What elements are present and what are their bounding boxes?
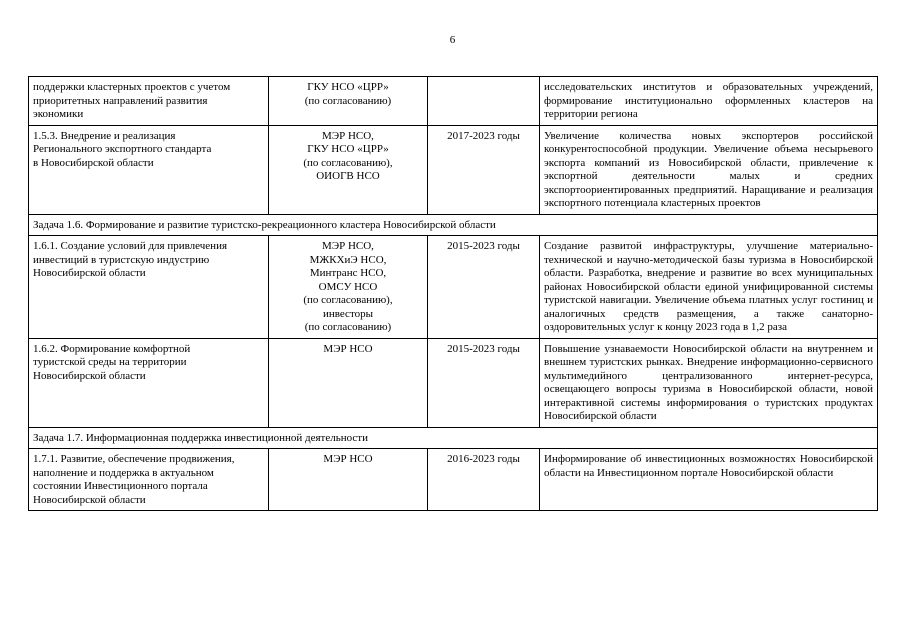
period-cell: 2015-2023 годы bbox=[428, 338, 540, 427]
task-row bbox=[29, 427, 878, 449]
measure-cell-line: наполнение и поддержка в актуальном bbox=[33, 466, 214, 479]
executors-cell-line: инвесторы bbox=[323, 307, 373, 320]
task-heading: Задача 1.7. Информационная поддержка инвестиционной деятельности bbox=[29, 427, 878, 449]
table-row bbox=[29, 77, 878, 126]
executors-cell-line: МЭР НСО, bbox=[322, 129, 374, 142]
executors-cell-line: ГКУ НСО «ЦРР» bbox=[307, 143, 389, 155]
page-number: 6 bbox=[449, 34, 456, 46]
measures-table bbox=[28, 76, 878, 511]
executors-cell-line: ОИОГВ НСО bbox=[316, 170, 380, 182]
measure-cell-line: 1.5.3. Внедрение и реализация bbox=[33, 129, 176, 142]
measure-cell bbox=[29, 338, 269, 427]
executors-cell-line: Минтранс НСО, bbox=[309, 267, 387, 279]
result-cell: Увеличение количества новых экспортеров российской конкурентоспособной продукции. Увеличение объема несырьевого экспорта компаний из Новосибирской области, привлечение к экспортной деятельности малых и средних экспортоориентированных предприятий. Наращивание и реализация экспортного потенциала кластерных проектов bbox=[540, 125, 878, 214]
measure-cell-line: приоритетных направлений развития bbox=[33, 94, 208, 107]
executors-cell-line: (по согласованию) bbox=[304, 94, 392, 107]
period-cell: 2015-2023 годы bbox=[428, 236, 540, 339]
executors-cell bbox=[269, 338, 428, 427]
measure-cell-line: инвестиций в туристскую индустрию bbox=[33, 253, 210, 266]
measure-cell-line: состоянии Инвестиционного портала bbox=[33, 480, 208, 492]
executors-cell-line: ОМСУ НСО bbox=[318, 280, 378, 293]
measure-cell-line: Регионального экспортного стандарта bbox=[33, 143, 212, 155]
executors-cell-line: МЭР НСО bbox=[323, 342, 373, 355]
executors-cell-line: МЭР НСО, bbox=[322, 240, 374, 252]
executors-cell-line: ГКУ НСО «ЦРР» bbox=[307, 81, 389, 93]
table-row bbox=[29, 449, 878, 511]
measure-cell-line: 1.6.2. Формирование комфортной bbox=[33, 342, 191, 355]
result-cell: Повышение узнаваемости Новосибирской области на внутреннем и внешнем туристских рынках. Внедрение информационно-сервисного мультимедийного централизованного интернет-ресурса, освещающего вопросы туризма в Новосибирской области, новой интерактивной системы информирования о туристских продуктах Новосибирской области bbox=[540, 338, 878, 427]
table-body bbox=[29, 77, 878, 511]
measure-cell bbox=[29, 77, 269, 126]
executors-cell-line: (по согласованию), bbox=[303, 156, 393, 169]
period-cell: 2017-2023 годы bbox=[428, 125, 540, 214]
table-row bbox=[29, 236, 878, 339]
result-cell: исследовательских институтов и образовательных учреждений, формирование институционально оформленных кластеров на территории региона bbox=[540, 77, 878, 126]
measure-cell-line: Новосибирской области bbox=[33, 493, 146, 506]
executors-cell bbox=[269, 449, 428, 511]
executors-cell bbox=[269, 125, 428, 214]
executors-cell-line: МЖКХиЭ НСО, bbox=[309, 253, 387, 266]
period-cell: 2016-2023 годы bbox=[428, 449, 540, 511]
executors-cell bbox=[269, 77, 428, 126]
executors-cell-line: (по согласованию), bbox=[303, 294, 393, 306]
measure-cell-line: поддержки кластерных проектов с учетом bbox=[33, 81, 231, 93]
measure-cell bbox=[29, 236, 269, 339]
executors-cell-line: МЭР НСО bbox=[323, 453, 373, 465]
period-cell bbox=[428, 77, 540, 126]
measure-cell-line: 1.7.1. Развитие, обеспечение продвижения, bbox=[33, 453, 235, 465]
result-cell: Информирование об инвестиционных возможностях Новосибирской области на Инвестиционном портале Новосибирской области bbox=[540, 449, 878, 511]
measure-cell-line: Новосибирской области bbox=[33, 267, 146, 279]
measure-cell-line: туристской среды на территории bbox=[33, 356, 187, 368]
table-row bbox=[29, 338, 878, 427]
table-row bbox=[29, 125, 878, 214]
measure-cell-line: экономики bbox=[33, 108, 84, 120]
measure-cell-line: Новосибирской области bbox=[33, 369, 146, 382]
task-row bbox=[29, 214, 878, 236]
measure-cell-line: в Новосибирской области bbox=[33, 156, 154, 169]
executors-cell bbox=[269, 236, 428, 339]
measure-cell bbox=[29, 125, 269, 214]
result-cell: Создание развитой инфраструктуры, улучшение материально-технической и научно-методической базы туризма в Новосибирской области. Разработка, внедрение и развитие во всех муниципальных районах Новосибирской области единой унифицированной системы туристской навигации. Увеличение объема платных услуг гостиниц и аналогичных средств размещения, а также санаторно-оздоровительных услуг к концу 2023 года в 1,2 раза bbox=[540, 236, 878, 339]
measure-cell bbox=[29, 449, 269, 511]
measure-cell-line: 1.6.1. Создание условий для привлечения bbox=[33, 240, 228, 252]
task-heading: Задача 1.6. Формирование и развитие туристско-рекреационного кластера Новосибирской области bbox=[29, 214, 878, 236]
executors-cell-line: (по согласованию) bbox=[304, 321, 392, 333]
